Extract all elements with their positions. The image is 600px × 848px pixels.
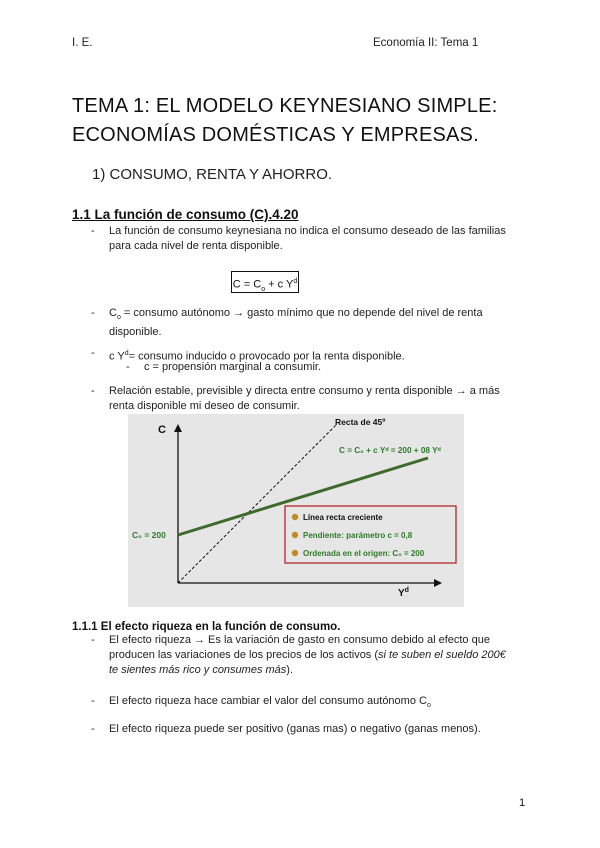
subsection-heading-1-1-1: 1.1.1 El efecto riqueza en la función de consumo. <box>72 621 341 633</box>
legend-bullet-1 <box>292 514 298 520</box>
bullet-list-7 <box>91 722 511 737</box>
bullet-sub: o <box>426 702 431 710</box>
formula-mid: + c Y <box>265 278 294 291</box>
header-left: I. E. <box>72 37 93 49</box>
bullet-subitem: - c = propensión marginal a consumir. <box>126 360 426 375</box>
diagram-svg <box>128 414 464 607</box>
bullet-term-sup: d <box>124 350 129 357</box>
bullet-item <box>91 306 511 340</box>
bullet-list-5 <box>91 633 511 678</box>
x-axis-label-sup: d <box>404 587 409 594</box>
bullet-term: c Y <box>109 350 125 363</box>
title-line-1: TEMA 1: EL MODELO KEYNESIANO SIMPLE: <box>72 95 498 117</box>
bullet-list-2 <box>91 306 511 340</box>
formula-lhs: C = C <box>232 278 262 291</box>
consumption-equation-label: C = C₀ + c Yᵈ = 200 + 08 Yᵈ <box>339 446 441 455</box>
bullet-list-6 <box>91 694 511 713</box>
bullet-italic-example: si te suben el sueldo 200€ te sientes más rico y consumes más <box>109 649 506 676</box>
bullet-item: - El efecto riqueza puede ser positivo (ganas mas) o negativo (ganas menos). <box>91 722 511 737</box>
legend-item-1: Línea recta creciente <box>303 513 383 522</box>
bullet-term-sub: o <box>116 314 121 322</box>
bullet-text: El efecto riqueza → Es la variación de gasto en consumo debido al efecto que producen las variaciones de los precios de los activos ( <box>109 634 490 661</box>
consumption-function-diagram <box>128 414 464 607</box>
x-axis-label-main: Y <box>398 588 405 599</box>
bullet-item <box>91 633 511 678</box>
bullet-text: El efecto riqueza hace cambiar el valor del consumo autónomo C <box>109 695 427 707</box>
legend-item-3: Ordenada en el origen: C₀ = 200 <box>303 549 425 558</box>
formula-sub: o <box>261 285 266 293</box>
bullet-list-4 <box>91 384 511 414</box>
y-axis-label: C <box>158 424 166 436</box>
section-heading: 1) CONSUMO, RENTA Y AHORRO. <box>92 166 333 183</box>
bullet-item: - La función de consumo keynesiana no indica el consumo deseado de las familias para cada nivel de renta disponible. <box>91 224 511 254</box>
bullet-item <box>91 694 511 713</box>
formula-box <box>231 271 299 293</box>
page-number: 1 <box>519 797 526 809</box>
legend-bullet-2 <box>292 532 298 538</box>
header-right: Economía II: Tema 1 <box>373 37 479 49</box>
bullet-sublist <box>126 360 426 375</box>
bullet-text: = consumo autónomo → gasto mínimo que no depende del nivel de renta disponible. <box>109 307 483 339</box>
bullet-list-1 <box>91 224 511 254</box>
line-45-label: Recta de 45º <box>335 417 386 427</box>
title-line-2: ECONOMÍAS DOMÉSTICAS Y EMPRESAS. <box>72 124 479 146</box>
subsection-heading-1-1: 1.1 La función de consumo (C).4.20 <box>72 207 299 222</box>
bullet-text-end: ). <box>286 664 294 676</box>
formula-sup: d <box>293 278 298 285</box>
bullet-term: C <box>109 307 117 319</box>
intercept-label: C₀ = 200 <box>132 530 166 540</box>
legend-item-2: Pendiente: parámetro c = 0,8 <box>303 531 413 540</box>
legend-bullet-3 <box>292 550 298 556</box>
page-title <box>72 92 542 150</box>
bullet-text: = consumo inducido o provocado por la renta disponible. <box>128 350 405 363</box>
bullet-item: - Relación estable, previsible y directa entre consumo y renta disponible → a más renta disponible mi deseo de consumir. <box>91 384 511 414</box>
